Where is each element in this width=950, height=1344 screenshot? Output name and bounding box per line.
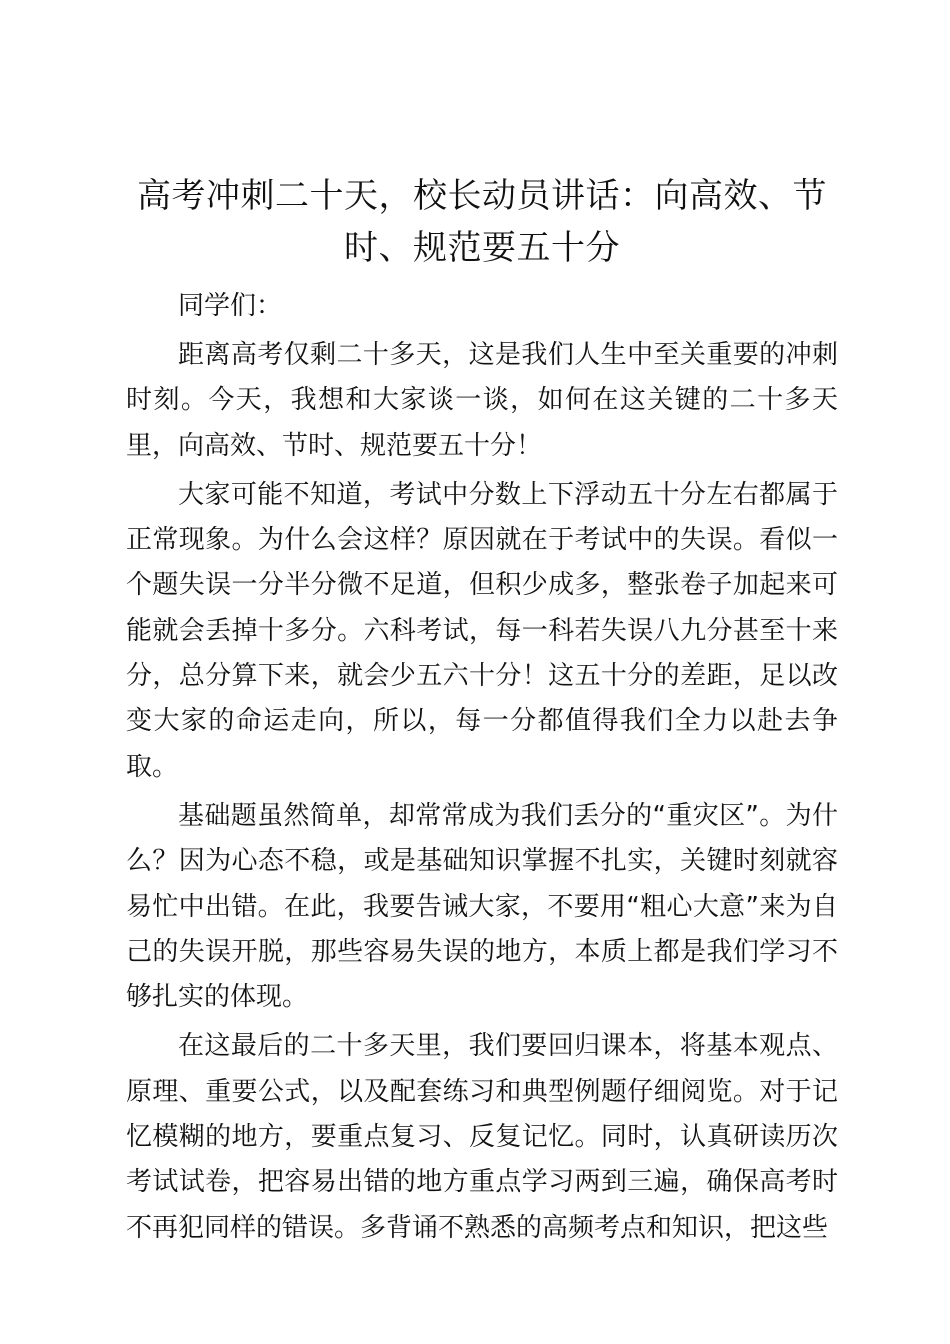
- paragraph-3: 基础题虽然简单，却常常成为我们丢分的“重灾区”。为什么？因为心态不稳，或是基础知识掌握不扎实，关键时刻就容易忙中出错。在此，我要告诫大家，不要用“粗心大意”来为自己的失误开脱，那些容易失误的地方，本质上都是我们学习不够扎实的体现。: [126, 800, 838, 1013]
- paragraph-2: 大家可能不知道，考试中分数上下浮动五十分左右都属于正常现象。为什么会这样？原因就在于考试中的失误。看似一个题失误一分半分微不足道，但积少成多，整张卷子加起来可能就会丢掉十多分。六科考试，每一科若失误八九分甚至十来分，总分算下来，就会少五六十分！这五十分的差距，足以改变大家的命运走向，所以，每一分都值得我们全力以赴去争取。: [126, 479, 838, 782]
- salutation: 同学们：: [178, 291, 283, 321]
- paragraph-4: 在这最后的二十多天里，我们要回归课本，将基本观点、原理、重要公式，以及配套练习和典型例题仔细阅览。对于记忆模糊的地方，要重点复习、反复记忆。同时，认真研读历次考试试卷，把容易出错的地方重点学习两到三遍，确保高考时不再犯同样的错误。多背诵不熟悉的高频考点和知识，把这些: [126, 1031, 838, 1243]
- document-body: [126, 170, 838, 1251]
- document-title: 高考冲刺二十天，校长动员讲话：向高效、节时、规范要五十分: [137, 176, 827, 268]
- paragraph-1: 距离高考仅剩二十多天，这是我们人生中至关重要的冲刺时刻。今天，我想和大家谈一谈，如何在这关键的二十多天里，向高效、节时、规范要五十分！: [126, 340, 838, 461]
